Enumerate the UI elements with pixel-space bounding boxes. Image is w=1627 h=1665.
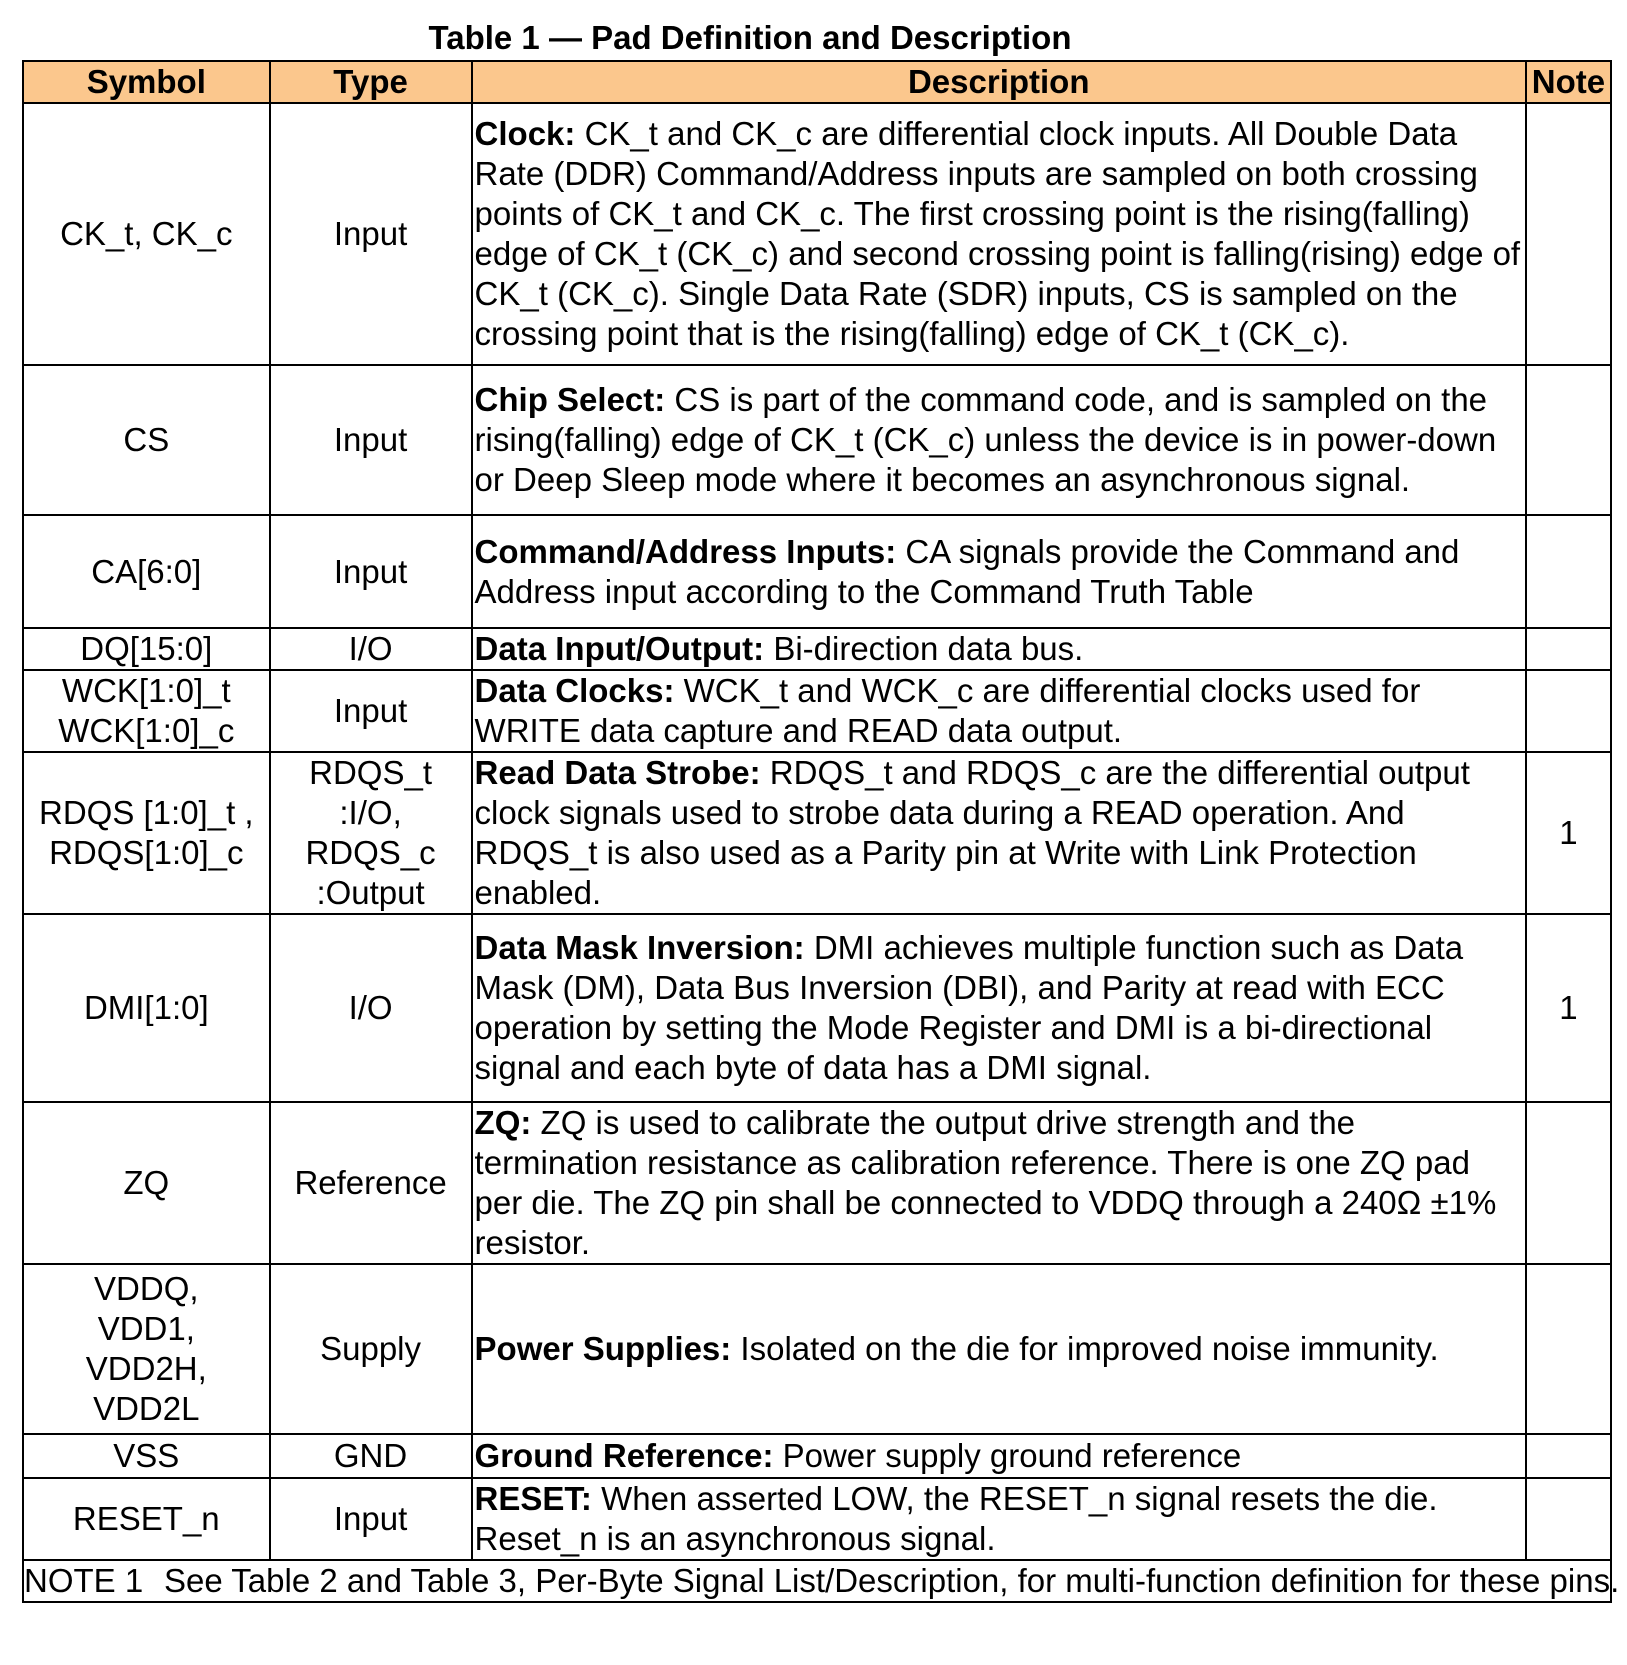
description-text: CK_t and CK_c are differential clock inputs. All Double Data Rate (DDR) Command/Address inputs are sampled on both crossing points of CK_t and CK_c. The first crossing point is the rising(falling) edge of CK_t (CK_c) and second crossing point is falling(rising) edge of CK_t (CK_c). Single Data Rate (SDR) inputs, CS is sampled on the crossing point that is the rising(falling) edge of CK_t (CK_c).: [474, 115, 1521, 352]
description-label: Read Data Strobe:: [474, 754, 761, 791]
symbol-line: RDQS [1:0]_t ,: [39, 794, 254, 831]
note-cell: [1526, 1434, 1611, 1478]
type-cell: I/O: [270, 914, 472, 1102]
type-cell: Reference: [270, 1102, 472, 1264]
description-text: DMI achieves multiple function such as Data Mask (DM), Data Bus Inversion (DBI), and Parity at read with ECC operation by setting the Mode Register and DMI is a bi-directional signal and each byte of data has a DMI signal.: [474, 929, 1464, 1086]
symbol-cell: ZQ: [23, 1102, 270, 1264]
symbol-line: WCK[1:0]_t: [61, 672, 231, 709]
table-caption: Table 1 — Pad Definition and Description: [428, 19, 1072, 56]
type-cell: Input: [270, 365, 472, 515]
description-label: Data Clocks:: [474, 672, 675, 709]
note-cell: 1: [1526, 752, 1611, 914]
description-cell: [472, 365, 1526, 515]
table-row: [23, 103, 1611, 365]
footnote-text: See Table 2 and Table 3, Per-Byte Signal List/Description, for multi-function definition for these pins.: [164, 1562, 1620, 1599]
table-row: [23, 1478, 1611, 1560]
type-cell: Input: [270, 103, 472, 365]
description-label: Chip Select:: [474, 381, 666, 418]
note-cell: [1526, 628, 1611, 670]
symbol-cell: DQ[15:0]: [23, 628, 270, 670]
symbol-line: RDQS[1:0]_c: [49, 834, 244, 871]
type-cell: I/O: [270, 628, 472, 670]
description-text: Isolated on the die for improved noise immunity.: [731, 1330, 1439, 1367]
footnote-cell: [23, 1560, 1620, 1602]
table-row: [23, 914, 1611, 1102]
description-label: Ground Reference:: [474, 1437, 774, 1474]
header-row: [23, 61, 1611, 103]
note-cell: [1526, 670, 1611, 752]
note-cell: [1526, 515, 1611, 628]
table-row: [23, 752, 1611, 914]
type-cell: Input: [270, 670, 472, 752]
description-label: Data Mask Inversion:: [474, 929, 805, 966]
header-type: Type: [270, 61, 472, 103]
description-label: Command/Address Inputs:: [474, 532, 897, 570]
table-row: [23, 1102, 1611, 1264]
type-cell: GND: [270, 1434, 472, 1478]
symbol-cell: [23, 670, 270, 752]
table-row: [23, 515, 1611, 628]
note-cell: [1526, 1264, 1611, 1434]
description-text: When asserted LOW, the RESET_n signal resets the die. Reset_n is an asynchronous signal.: [474, 1480, 1438, 1557]
type-line: :I/O,: [339, 794, 402, 831]
symbol-cell: DMI[1:0]: [23, 914, 270, 1102]
note-cell: [1526, 103, 1611, 365]
description-label: Power Supplies:: [474, 1330, 732, 1367]
table-row: [23, 365, 1611, 515]
symbol-line: WCK[1:0]_c: [58, 712, 235, 749]
description-cell: [472, 752, 1526, 914]
table-row: [23, 1264, 1611, 1434]
type-line: RDQS_c: [305, 834, 436, 871]
description-cell: [472, 628, 1526, 670]
type-cell: Input: [270, 515, 472, 628]
symbol-line: VDD2H,: [85, 1350, 207, 1387]
description-cell: [472, 103, 1526, 365]
description-text: ZQ is used to calibrate the output drive strength and the termination resistance as calibration reference. There is one ZQ pad per die. The ZQ pin shall be connected to VDDQ through a 240Ω ±1% resistor.: [474, 1104, 1497, 1261]
table-row: [23, 670, 1611, 752]
description-cell: [472, 670, 1526, 752]
description-cell: [472, 914, 1526, 1102]
symbol-cell: VSS: [23, 1434, 270, 1478]
symbol-cell: CK_t, CK_c: [23, 103, 270, 365]
header-note: Note: [1526, 61, 1611, 103]
type-line: :Output: [316, 874, 425, 911]
description-text: WCK_t and WCK_c are differential clocks used for WRITE data capture and READ data output.: [474, 672, 1421, 749]
description-text: CA signals provide the Command and Address input according to the Command Truth Table: [474, 532, 1460, 610]
note-cell: [1526, 365, 1611, 515]
symbol-cell: [23, 752, 270, 914]
description-label: Data Input/Output:: [474, 630, 765, 667]
symbol-line: VDD1,: [97, 1310, 195, 1347]
header-symbol: Symbol: [23, 61, 270, 103]
symbol-cell: RESET_n: [23, 1478, 270, 1560]
pad-definition-table: [22, 60, 1620, 1603]
description-label: RESET:: [474, 1480, 592, 1517]
description-label: ZQ:: [474, 1104, 532, 1141]
symbol-cell: [23, 1264, 270, 1434]
table-row: [23, 628, 1611, 670]
note-cell: 1: [1526, 914, 1611, 1102]
description-cell: [472, 1434, 1526, 1478]
description-cell: [472, 515, 1526, 628]
description-cell: [472, 1478, 1526, 1560]
description-text: Power supply ground reference: [773, 1437, 1242, 1474]
header-description: Description: [472, 61, 1526, 103]
type-line: RDQS_t: [309, 754, 432, 791]
note-cell: [1526, 1102, 1611, 1264]
note-cell: [1526, 1478, 1611, 1560]
symbol-line: VDDQ,: [94, 1270, 199, 1307]
description-text: RDQS_t and RDQS_c are the differential output clock signals used to strobe data during a READ operation. And RDQS_t is also used as a Parity pin at Write with Link Protection enabled.: [474, 754, 1470, 911]
type-cell: Input: [270, 1478, 472, 1560]
type-cell: [270, 752, 472, 914]
description-cell: [472, 1102, 1526, 1264]
table-row: [23, 1434, 1611, 1478]
symbol-cell: CA[6:0]: [23, 515, 270, 628]
symbol-line: VDD2L: [93, 1390, 200, 1427]
description-text: CS is part of the command code, and is sampled on the rising(falling) edge of CK_t (CK_c) unless the device is in power-down or Deep Sleep mode where it becomes an asynchronous signal.: [474, 381, 1497, 498]
type-cell: Supply: [270, 1264, 472, 1434]
footnote-row: [23, 1560, 1611, 1602]
description-text: Bi-direction data bus.: [764, 630, 1084, 667]
description-label: Clock:: [474, 115, 576, 152]
footnote-label: NOTE 1: [24, 1562, 144, 1599]
symbol-cell: CS: [23, 365, 270, 515]
description-cell: [472, 1264, 1526, 1434]
